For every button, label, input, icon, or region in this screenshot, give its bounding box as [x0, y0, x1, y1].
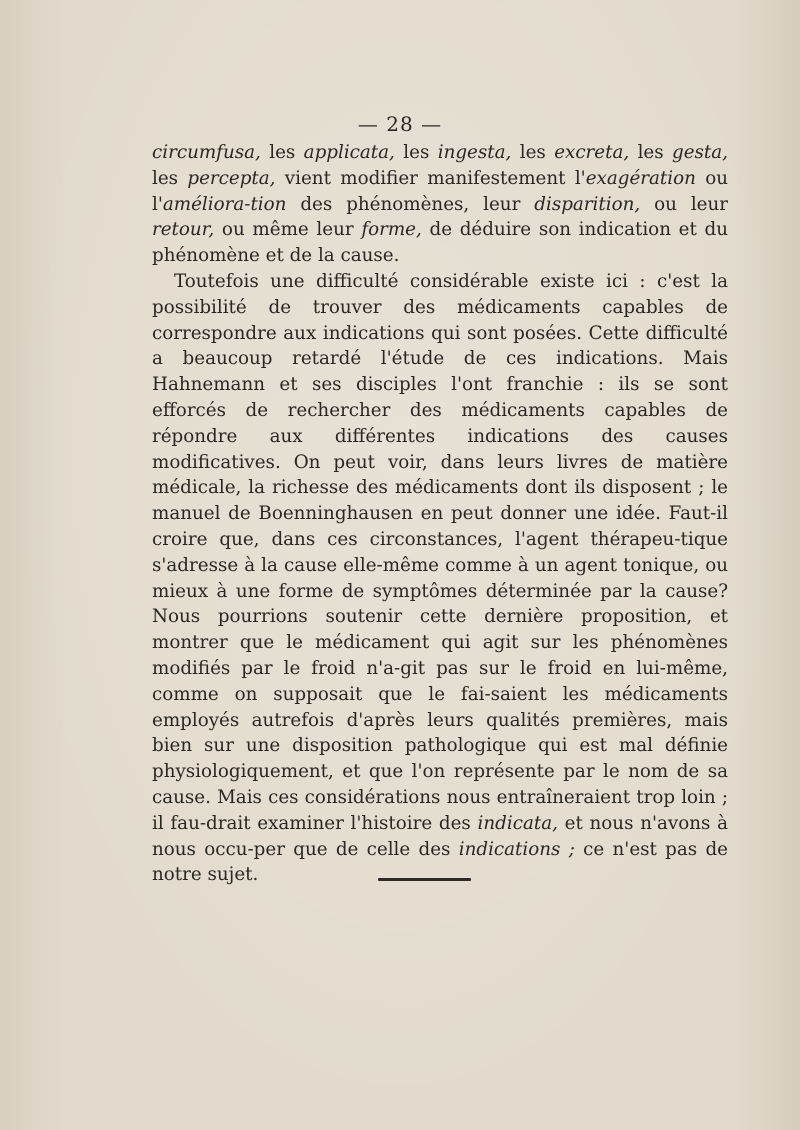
text-run: ou leur	[640, 193, 728, 215]
text-run: les	[260, 142, 304, 163]
italic-run: excreta,	[554, 142, 630, 163]
text-run: les	[511, 142, 555, 163]
text-run: les	[394, 142, 438, 163]
italic-run: exagération	[585, 167, 696, 189]
text-run: ou l'	[152, 167, 729, 215]
italic-run: applicata,	[303, 142, 395, 163]
italic-run: circumfusa,	[152, 142, 261, 163]
text-run: des phénomènes, leur	[286, 193, 535, 215]
italic-run: ingesta,	[437, 142, 512, 163]
italic-run: gesta,	[672, 142, 728, 163]
italic-run: retour,	[152, 219, 215, 241]
italic-run: disparition,	[534, 193, 641, 215]
text-run: Toutefois une difficulté considérable existe ici : c'est la possibilité de trouver des médicaments capables de correspondre aux indications qui sont posées. Cette difficulté a beaucoup retardé l'étude de ces indications. Mais Hahnemann et ses disciples l'ont franchie : ils se sont efforcés de rechercher des médicaments capables de répondre aux différentes indications des causes modificatives. On peut voir, dans leurs livres de matière médicale, la richesse des médicaments dont ils disposent ; le manuel de Boenninghausen en peut donner une idée. Faut-il croire que, dans ces circonstances, l'agent thérapeu-tique s'adresse à la cause elle-même comme à un agent tonique, ou mieux à une forme de symptômes déterminée par la cause? Nous pourrions soutenir cette dernière proposition, et montrer que le médicament qui agit sur les phénomènes modifiés par le froid n'a-git pas sur le froid en lui-même, comme on supposait que le fai-saient les médicaments employés autrefois d'après leurs qualités premières, mais bien sur une disposition pathologique qui est mal définie physiologiquement, et que l'on représente par le nom de sa cause. Mais ces considérations nous entraîneraient trop loin ; il fau-drait examiner l'histoire des	[152, 270, 728, 834]
italic-run: forme,	[361, 219, 422, 241]
text-run: ou même leur	[214, 219, 362, 241]
italic-run: indications ;	[458, 838, 575, 860]
text-run: les	[152, 167, 188, 189]
text-run: de déduire son indication et du phénomène et de la cause.	[152, 219, 729, 267]
text-run: vient modifier manifestement l'	[275, 167, 586, 189]
text-run: les	[629, 142, 673, 163]
page-number: — 28 —	[357, 112, 443, 136]
paragraph-2	[152, 269, 728, 888]
text-run: et nous n'avons à nous occu-per que de celle des	[152, 812, 729, 860]
italic-run: améliora-tion	[162, 193, 287, 215]
text-run: ce n'est pas de notre sujet.	[152, 838, 728, 886]
italic-run: indicata,	[477, 812, 558, 834]
body-text	[152, 140, 728, 888]
paragraph-1	[152, 140, 728, 269]
end-rule	[378, 878, 471, 881]
italic-run: percepta,	[187, 167, 276, 189]
